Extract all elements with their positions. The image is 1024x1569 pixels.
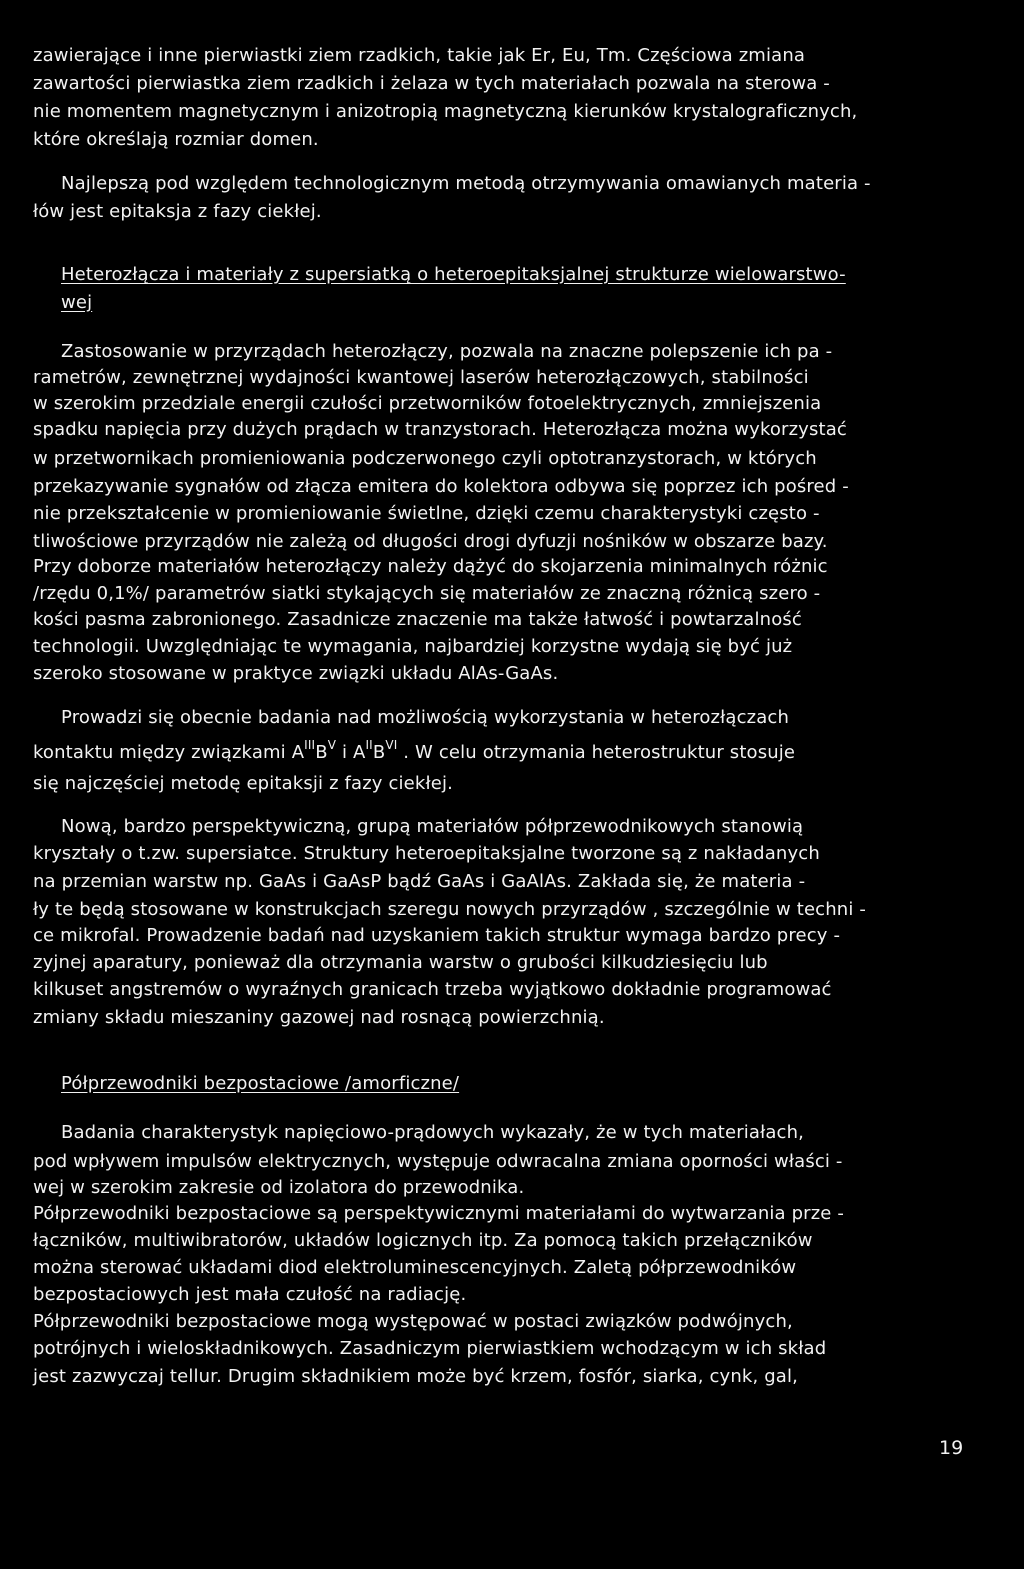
text-line: bezpostaciowych jest mała czułość na radiację. (33, 1284, 467, 1305)
text-line: spadku napięcia przy dużych prądach w tranzystorach. Heterozłącza można wykorzystać (33, 419, 847, 440)
text-line: można sterować układami diod elektroluminescencyjnych. Zaletą półprzewodników (33, 1257, 797, 1278)
text-line: szeroko stosowane w praktyce związki układu AlAs-GaAs. (33, 663, 559, 684)
text-line: Najlepszą pod względem technologicznym metodą otrzymywania omawianych materia - (61, 173, 871, 194)
text-line: przekazywanie sygnałów od złącza emitera do kolektora odbywa się poprzez ich pośred - (33, 476, 849, 497)
text-line: kości pasma zabronionego. Zasadnicze znaczenie ma także łatwość i powtarzalność (33, 609, 802, 630)
text-line: ły te będą stosowane w konstrukcjach szeregu nowych przyrządów , szczególnie w techni - (33, 899, 867, 920)
text-fragment: . W celu otrzymania heterostruktur stosuje (397, 742, 796, 763)
text-line: Zastosowanie w przyrządach heterozłączy, pozwala na znaczne polepszenie ich pa - (61, 341, 833, 362)
text-line: Półprzewodniki bezpostaciowe mogą występować w postaci związków podwójnych, (33, 1311, 793, 1332)
text-line: technologii. Uwzględniając te wymagania, najbardziej korzystne wydają się być już (33, 636, 793, 657)
text-fragment: i A (336, 742, 366, 763)
text-line: na przemian warstw np. GaAs i GaAsP bądź GaAs i GaAlAs. Zakłada się, że materia - (33, 871, 806, 892)
text-line: pod wpływem impulsów elektrycznych, występuje odwracalna zmiana oporności właści - (33, 1151, 843, 1172)
text-line: łów jest epitaksja z fazy ciekłej. (33, 201, 322, 222)
text-line: Nową, bardzo perspektywiczną, grupą materiałów półprzewodnikowych stanowią (61, 816, 804, 837)
text-line: kryształy o t.zw. supersiatce. Struktury heteroepitaksjalne tworzone są z nakładanych (33, 843, 820, 864)
text-fragment: B (372, 742, 386, 763)
text-line: tliwościowe przyrządów nie zależą od długości drogi dyfuzji nośników w obszarze bazy. (33, 531, 828, 552)
superscript: II (365, 738, 373, 752)
text-line: /rzędu 0,1%/ parametrów siatki stykających się materiałów ze znaczną różnicą szero - (33, 583, 821, 604)
text-line: się najczęściej metodę epitaksji z fazy ciekłej. (33, 773, 453, 794)
text-line: Przy doborze materiałów heterozłączy należy dążyć do skojarzenia minimalnych różnic (33, 556, 828, 577)
page-number: 19 (939, 1437, 964, 1459)
text-line: nie przekształcenie w promieniowanie świetlne, dzięki czemu charakterystyki często - (33, 503, 820, 524)
text-line: zawierające i inne pierwiastki ziem rzadkich, takie jak Er, Eu, Tm. Częściowa zmiana (33, 45, 806, 66)
section-heading: Półprzewodniki bezpostaciowe /amorficzne/ (61, 1073, 460, 1094)
text-line: jest zazwyczaj tellur. Drugim składnikiem może być krzem, fosfór, siarka, cynk, gal, (33, 1366, 798, 1387)
text-line: Półprzewodniki bezpostaciowe są perspektywicznymi materiałami do wytwarzania prze - (33, 1203, 845, 1224)
text-line: łączników, multiwibratorów, układów logicznych itp. Za pomocą takich przełączników (33, 1230, 813, 1251)
text-line: rametrów, zewnętrznej wydajności kwantowej laserów heterozłączowych, stabilności (33, 367, 809, 388)
text-line: w przetwornikach promieniowania podczerwonego czyli optotranzystorach, w których (33, 448, 817, 469)
section-heading: Heterozłącza i materiały z supersiatką o heteroepitaksjalnej strukturze wielowarstwo- (61, 264, 846, 285)
text-line: nie momentem magnetycznym i anizotropią magnetyczną kierunków krystalograficznych, (33, 101, 858, 122)
text-fragment: B (315, 742, 328, 763)
text-line: ce mikrofal. Prowadzenie badań nad uzyskaniem takich struktur wymaga bardzo precy - (33, 925, 841, 946)
text-line: w szerokim przedziale energii czułości przetworników fotoelektrycznych, zmniejszenia (33, 393, 822, 414)
text-line: które określają rozmiar domen. (33, 129, 319, 150)
superscript: VI (385, 738, 398, 752)
section-heading: wej (61, 292, 93, 313)
superscript: III (304, 738, 316, 752)
text-line: potrójnych i wieloskładnikowych. Zasadniczym pierwiastkiem wchodzącym w ich skład (33, 1338, 827, 1359)
text-line: Prowadzi się obecnie badania nad możliwością wykorzystania w heterozłączach (61, 707, 790, 728)
text-line (33, 738, 796, 764)
text-fragment: kontaktu między związkami A (33, 742, 305, 763)
text-line: wej w szerokim zakresie od izolatora do przewodnika. (33, 1177, 525, 1198)
text-line: kilkuset angstremów o wyraźnych granicach trzeba wyjątkowo dokładnie programować (33, 979, 832, 1000)
text-line: zmiany składu mieszaniny gazowej nad rosnącą powierzchnią. (33, 1007, 605, 1028)
superscript: V (327, 738, 337, 752)
text-line: zawartości pierwiastka ziem rzadkich i żelaza w tych materiałach pozwala na sterowa - (33, 73, 830, 94)
text-line: Badania charakterystyk napięciowo-prądowych wykazały, że w tych materiałach, (61, 1122, 805, 1143)
text-line: zyjnej aparatury, ponieważ dla otrzymania warstw o grubości kilkudziesięciu lub (33, 952, 768, 973)
